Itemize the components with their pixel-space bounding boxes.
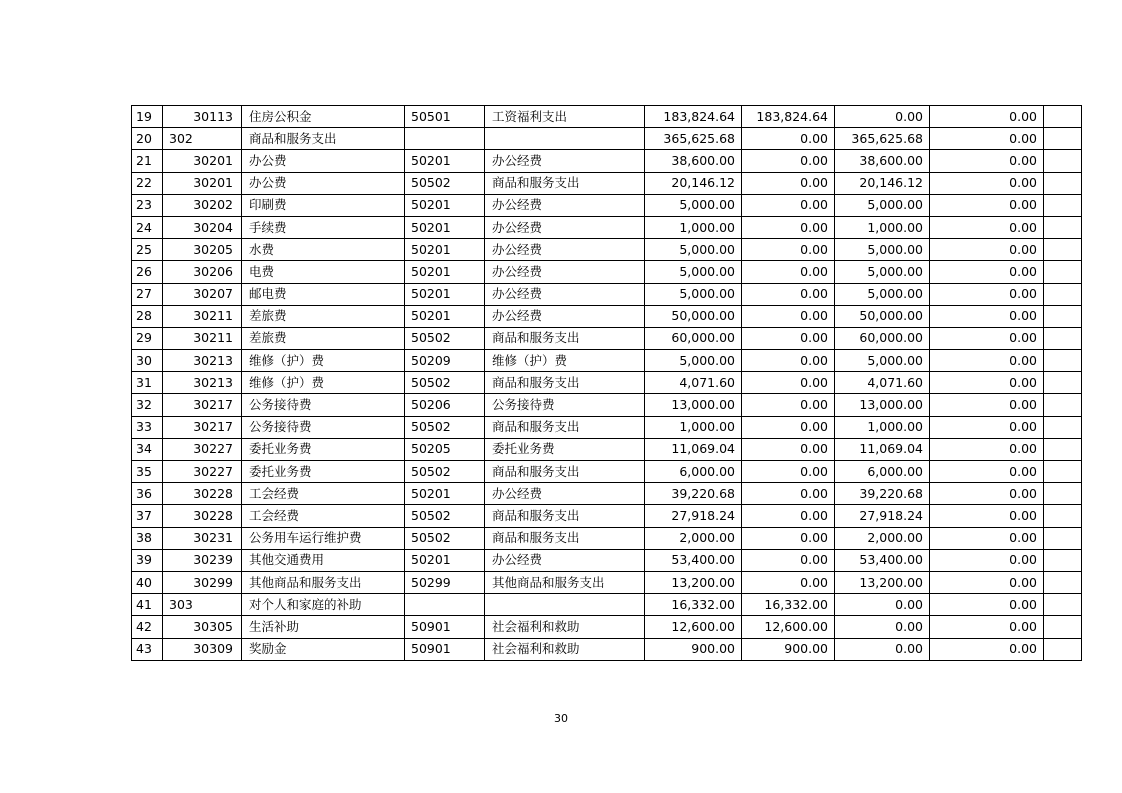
table-row bbox=[132, 438, 1082, 460]
other-amount-cell: 0.00 bbox=[930, 194, 1044, 216]
basic-expenditure-cell: 0.00 bbox=[742, 261, 835, 283]
econ-code-cell: 50201 bbox=[405, 216, 485, 238]
subject-name-cell: 其他商品和服务支出 bbox=[242, 571, 405, 593]
row-index-cell: 25 bbox=[132, 239, 163, 261]
table-row bbox=[132, 327, 1082, 349]
basic-expenditure-cell: 0.00 bbox=[742, 150, 835, 172]
total-amount-cell: 11,069.04 bbox=[645, 438, 742, 460]
basic-expenditure-cell: 12,600.00 bbox=[742, 616, 835, 638]
econ-name-cell: 其他商品和服务支出 bbox=[485, 571, 645, 593]
econ-name-cell: 商品和服务支出 bbox=[485, 505, 645, 527]
total-amount-cell: 365,625.68 bbox=[645, 128, 742, 150]
other-amount-cell: 0.00 bbox=[930, 483, 1044, 505]
extra-cell bbox=[1044, 128, 1082, 150]
other-amount-cell: 0.00 bbox=[930, 128, 1044, 150]
other-amount-cell: 0.00 bbox=[930, 305, 1044, 327]
econ-name-cell: 办公经费 bbox=[485, 194, 645, 216]
subject-name-cell: 差旅费 bbox=[242, 327, 405, 349]
row-index-cell: 26 bbox=[132, 261, 163, 283]
basic-expenditure-cell: 900.00 bbox=[742, 638, 835, 660]
project-expenditure-cell: 38,600.00 bbox=[835, 150, 930, 172]
subject-code-cell: 30227 bbox=[163, 438, 242, 460]
basic-expenditure-cell: 0.00 bbox=[742, 394, 835, 416]
basic-expenditure-cell: 0.00 bbox=[742, 483, 835, 505]
total-amount-cell: 900.00 bbox=[645, 638, 742, 660]
subject-code-cell: 30239 bbox=[163, 549, 242, 571]
total-amount-cell: 39,220.68 bbox=[645, 483, 742, 505]
basic-expenditure-cell: 0.00 bbox=[742, 350, 835, 372]
basic-expenditure-cell: 0.00 bbox=[742, 549, 835, 571]
econ-name-cell: 办公经费 bbox=[485, 305, 645, 327]
total-amount-cell: 27,918.24 bbox=[645, 505, 742, 527]
subject-name-cell: 公务接待费 bbox=[242, 416, 405, 438]
subject-name-cell: 公务接待费 bbox=[242, 394, 405, 416]
basic-expenditure-cell: 0.00 bbox=[742, 416, 835, 438]
extra-cell bbox=[1044, 106, 1082, 128]
table-row bbox=[132, 616, 1082, 638]
total-amount-cell: 183,824.64 bbox=[645, 106, 742, 128]
econ-code-cell: 50299 bbox=[405, 571, 485, 593]
total-amount-cell: 13,200.00 bbox=[645, 571, 742, 593]
subject-code-cell: 30201 bbox=[163, 150, 242, 172]
extra-cell bbox=[1044, 616, 1082, 638]
extra-cell bbox=[1044, 416, 1082, 438]
subject-code-cell: 30213 bbox=[163, 372, 242, 394]
subject-name-cell: 电费 bbox=[242, 261, 405, 283]
project-expenditure-cell: 6,000.00 bbox=[835, 461, 930, 483]
subject-code-cell: 302 bbox=[163, 128, 242, 150]
total-amount-cell: 2,000.00 bbox=[645, 527, 742, 549]
project-expenditure-cell: 2,000.00 bbox=[835, 527, 930, 549]
row-index-cell: 40 bbox=[132, 571, 163, 593]
econ-name-cell: 委托业务费 bbox=[485, 438, 645, 460]
table-row bbox=[132, 638, 1082, 660]
econ-name-cell: 社会福利和救助 bbox=[485, 616, 645, 638]
extra-cell bbox=[1044, 305, 1082, 327]
basic-expenditure-cell: 0.00 bbox=[742, 438, 835, 460]
budget-expenditure-table bbox=[131, 105, 1082, 661]
row-index-cell: 24 bbox=[132, 216, 163, 238]
basic-expenditure-cell: 0.00 bbox=[742, 461, 835, 483]
other-amount-cell: 0.00 bbox=[930, 616, 1044, 638]
subject-code-cell: 30205 bbox=[163, 239, 242, 261]
table-row bbox=[132, 394, 1082, 416]
extra-cell bbox=[1044, 549, 1082, 571]
extra-cell bbox=[1044, 394, 1082, 416]
basic-expenditure-cell: 16,332.00 bbox=[742, 594, 835, 616]
project-expenditure-cell: 53,400.00 bbox=[835, 549, 930, 571]
total-amount-cell: 16,332.00 bbox=[645, 594, 742, 616]
basic-expenditure-cell: 0.00 bbox=[742, 327, 835, 349]
total-amount-cell: 20,146.12 bbox=[645, 172, 742, 194]
basic-expenditure-cell: 0.00 bbox=[742, 305, 835, 327]
econ-code-cell: 50901 bbox=[405, 616, 485, 638]
project-expenditure-cell: 50,000.00 bbox=[835, 305, 930, 327]
subject-code-cell: 30299 bbox=[163, 571, 242, 593]
subject-name-cell: 委托业务费 bbox=[242, 461, 405, 483]
econ-name-cell: 办公经费 bbox=[485, 150, 645, 172]
extra-cell bbox=[1044, 283, 1082, 305]
row-index-cell: 20 bbox=[132, 128, 163, 150]
subject-code-cell: 303 bbox=[163, 594, 242, 616]
subject-name-cell: 办公费 bbox=[242, 172, 405, 194]
extra-cell bbox=[1044, 216, 1082, 238]
row-index-cell: 38 bbox=[132, 527, 163, 549]
project-expenditure-cell: 11,069.04 bbox=[835, 438, 930, 460]
econ-name-cell bbox=[485, 594, 645, 616]
econ-code-cell: 50502 bbox=[405, 172, 485, 194]
basic-expenditure-cell: 0.00 bbox=[742, 527, 835, 549]
subject-code-cell: 30228 bbox=[163, 505, 242, 527]
econ-name-cell: 维修（护）费 bbox=[485, 350, 645, 372]
subject-name-cell: 生活补助 bbox=[242, 616, 405, 638]
row-index-cell: 31 bbox=[132, 372, 163, 394]
econ-code-cell bbox=[405, 594, 485, 616]
project-expenditure-cell: 39,220.68 bbox=[835, 483, 930, 505]
table-row bbox=[132, 483, 1082, 505]
other-amount-cell: 0.00 bbox=[930, 150, 1044, 172]
project-expenditure-cell: 365,625.68 bbox=[835, 128, 930, 150]
project-expenditure-cell: 27,918.24 bbox=[835, 505, 930, 527]
econ-name-cell: 商品和服务支出 bbox=[485, 416, 645, 438]
row-index-cell: 34 bbox=[132, 438, 163, 460]
econ-name-cell: 办公经费 bbox=[485, 483, 645, 505]
econ-name-cell: 商品和服务支出 bbox=[485, 461, 645, 483]
econ-code-cell: 50502 bbox=[405, 372, 485, 394]
other-amount-cell: 0.00 bbox=[930, 438, 1044, 460]
extra-cell bbox=[1044, 194, 1082, 216]
subject-name-cell: 维修（护）费 bbox=[242, 350, 405, 372]
project-expenditure-cell: 1,000.00 bbox=[835, 416, 930, 438]
extra-cell bbox=[1044, 350, 1082, 372]
table-row bbox=[132, 150, 1082, 172]
other-amount-cell: 0.00 bbox=[930, 461, 1044, 483]
project-expenditure-cell: 5,000.00 bbox=[835, 239, 930, 261]
subject-name-cell: 邮电费 bbox=[242, 283, 405, 305]
row-index-cell: 35 bbox=[132, 461, 163, 483]
basic-expenditure-cell: 0.00 bbox=[742, 128, 835, 150]
econ-name-cell: 办公经费 bbox=[485, 216, 645, 238]
basic-expenditure-cell: 0.00 bbox=[742, 239, 835, 261]
econ-code-cell: 50201 bbox=[405, 305, 485, 327]
extra-cell bbox=[1044, 150, 1082, 172]
total-amount-cell: 13,000.00 bbox=[645, 394, 742, 416]
project-expenditure-cell: 13,200.00 bbox=[835, 571, 930, 593]
project-expenditure-cell: 20,146.12 bbox=[835, 172, 930, 194]
project-expenditure-cell: 5,000.00 bbox=[835, 261, 930, 283]
row-index-cell: 29 bbox=[132, 327, 163, 349]
project-expenditure-cell: 0.00 bbox=[835, 616, 930, 638]
subject-code-cell: 30305 bbox=[163, 616, 242, 638]
econ-code-cell: 50501 bbox=[405, 106, 485, 128]
basic-expenditure-cell: 0.00 bbox=[742, 172, 835, 194]
project-expenditure-cell: 13,000.00 bbox=[835, 394, 930, 416]
total-amount-cell: 53,400.00 bbox=[645, 549, 742, 571]
subject-code-cell: 30228 bbox=[163, 483, 242, 505]
other-amount-cell: 0.00 bbox=[930, 350, 1044, 372]
page-number: 30 bbox=[554, 712, 568, 725]
econ-code-cell: 50502 bbox=[405, 527, 485, 549]
basic-expenditure-cell: 0.00 bbox=[742, 216, 835, 238]
subject-name-cell: 维修（护）费 bbox=[242, 372, 405, 394]
subject-code-cell: 30217 bbox=[163, 416, 242, 438]
subject-name-cell: 委托业务费 bbox=[242, 438, 405, 460]
other-amount-cell: 0.00 bbox=[930, 638, 1044, 660]
econ-code-cell: 50201 bbox=[405, 261, 485, 283]
extra-cell bbox=[1044, 505, 1082, 527]
subject-name-cell: 水费 bbox=[242, 239, 405, 261]
econ-code-cell: 50502 bbox=[405, 327, 485, 349]
econ-code-cell: 50201 bbox=[405, 549, 485, 571]
econ-code-cell: 50502 bbox=[405, 461, 485, 483]
subject-code-cell: 30217 bbox=[163, 394, 242, 416]
extra-cell bbox=[1044, 327, 1082, 349]
econ-name-cell: 社会福利和救助 bbox=[485, 638, 645, 660]
table-row bbox=[132, 571, 1082, 593]
other-amount-cell: 0.00 bbox=[930, 327, 1044, 349]
table-row bbox=[132, 305, 1082, 327]
other-amount-cell: 0.00 bbox=[930, 416, 1044, 438]
row-index-cell: 19 bbox=[132, 106, 163, 128]
other-amount-cell: 0.00 bbox=[930, 372, 1044, 394]
total-amount-cell: 1,000.00 bbox=[645, 416, 742, 438]
subject-name-cell: 差旅费 bbox=[242, 305, 405, 327]
other-amount-cell: 0.00 bbox=[930, 239, 1044, 261]
econ-name-cell: 办公经费 bbox=[485, 549, 645, 571]
econ-code-cell: 50205 bbox=[405, 438, 485, 460]
econ-name-cell: 商品和服务支出 bbox=[485, 372, 645, 394]
table-row bbox=[132, 350, 1082, 372]
total-amount-cell: 1,000.00 bbox=[645, 216, 742, 238]
row-index-cell: 28 bbox=[132, 305, 163, 327]
other-amount-cell: 0.00 bbox=[930, 283, 1044, 305]
project-expenditure-cell: 4,071.60 bbox=[835, 372, 930, 394]
subject-name-cell: 其他交通费用 bbox=[242, 549, 405, 571]
other-amount-cell: 0.00 bbox=[930, 261, 1044, 283]
econ-code-cell: 50201 bbox=[405, 283, 485, 305]
basic-expenditure-cell: 0.00 bbox=[742, 283, 835, 305]
other-amount-cell: 0.00 bbox=[930, 106, 1044, 128]
project-expenditure-cell: 5,000.00 bbox=[835, 350, 930, 372]
table-body bbox=[132, 106, 1082, 661]
basic-expenditure-cell: 0.00 bbox=[742, 372, 835, 394]
subject-name-cell: 商品和服务支出 bbox=[242, 128, 405, 150]
basic-expenditure-cell: 0.00 bbox=[742, 571, 835, 593]
other-amount-cell: 0.00 bbox=[930, 549, 1044, 571]
econ-name-cell: 公务接待费 bbox=[485, 394, 645, 416]
subject-code-cell: 30227 bbox=[163, 461, 242, 483]
econ-name-cell: 办公经费 bbox=[485, 261, 645, 283]
table-row bbox=[132, 216, 1082, 238]
subject-code-cell: 30202 bbox=[163, 194, 242, 216]
row-index-cell: 32 bbox=[132, 394, 163, 416]
subject-name-cell: 印刷费 bbox=[242, 194, 405, 216]
total-amount-cell: 12,600.00 bbox=[645, 616, 742, 638]
econ-code-cell: 50201 bbox=[405, 150, 485, 172]
table-row bbox=[132, 172, 1082, 194]
total-amount-cell: 60,000.00 bbox=[645, 327, 742, 349]
table-row bbox=[132, 527, 1082, 549]
econ-code-cell: 50209 bbox=[405, 350, 485, 372]
subject-name-cell: 对个人和家庭的补助 bbox=[242, 594, 405, 616]
total-amount-cell: 38,600.00 bbox=[645, 150, 742, 172]
row-index-cell: 43 bbox=[132, 638, 163, 660]
subject-code-cell: 30213 bbox=[163, 350, 242, 372]
extra-cell bbox=[1044, 461, 1082, 483]
table-row bbox=[132, 594, 1082, 616]
project-expenditure-cell: 1,000.00 bbox=[835, 216, 930, 238]
row-index-cell: 23 bbox=[132, 194, 163, 216]
table-row bbox=[132, 283, 1082, 305]
project-expenditure-cell: 60,000.00 bbox=[835, 327, 930, 349]
total-amount-cell: 50,000.00 bbox=[645, 305, 742, 327]
total-amount-cell: 5,000.00 bbox=[645, 194, 742, 216]
subject-code-cell: 30207 bbox=[163, 283, 242, 305]
extra-cell bbox=[1044, 261, 1082, 283]
total-amount-cell: 5,000.00 bbox=[645, 350, 742, 372]
table-row bbox=[132, 239, 1082, 261]
other-amount-cell: 0.00 bbox=[930, 505, 1044, 527]
other-amount-cell: 0.00 bbox=[930, 172, 1044, 194]
table-row bbox=[132, 128, 1082, 150]
other-amount-cell: 0.00 bbox=[930, 571, 1044, 593]
basic-expenditure-cell: 183,824.64 bbox=[742, 106, 835, 128]
econ-code-cell: 50201 bbox=[405, 483, 485, 505]
subject-code-cell: 30113 bbox=[163, 106, 242, 128]
econ-name-cell: 办公经费 bbox=[485, 283, 645, 305]
econ-name-cell: 工资福利支出 bbox=[485, 106, 645, 128]
extra-cell bbox=[1044, 483, 1082, 505]
project-expenditure-cell: 0.00 bbox=[835, 106, 930, 128]
extra-cell bbox=[1044, 594, 1082, 616]
row-index-cell: 27 bbox=[132, 283, 163, 305]
table-row bbox=[132, 106, 1082, 128]
other-amount-cell: 0.00 bbox=[930, 594, 1044, 616]
total-amount-cell: 5,000.00 bbox=[645, 261, 742, 283]
table-row bbox=[132, 372, 1082, 394]
subject-code-cell: 30211 bbox=[163, 305, 242, 327]
subject-code-cell: 30309 bbox=[163, 638, 242, 660]
other-amount-cell: 0.00 bbox=[930, 216, 1044, 238]
subject-name-cell: 公务用车运行维护费 bbox=[242, 527, 405, 549]
row-index-cell: 33 bbox=[132, 416, 163, 438]
econ-name-cell bbox=[485, 128, 645, 150]
other-amount-cell: 0.00 bbox=[930, 527, 1044, 549]
row-index-cell: 21 bbox=[132, 150, 163, 172]
econ-code-cell: 50206 bbox=[405, 394, 485, 416]
subject-name-cell: 工会经费 bbox=[242, 483, 405, 505]
econ-code-cell: 50502 bbox=[405, 416, 485, 438]
table-row bbox=[132, 261, 1082, 283]
subject-code-cell: 30204 bbox=[163, 216, 242, 238]
basic-expenditure-cell: 0.00 bbox=[742, 194, 835, 216]
subject-name-cell: 手续费 bbox=[242, 216, 405, 238]
row-index-cell: 39 bbox=[132, 549, 163, 571]
econ-name-cell: 商品和服务支出 bbox=[485, 172, 645, 194]
row-index-cell: 22 bbox=[132, 172, 163, 194]
subject-name-cell: 住房公积金 bbox=[242, 106, 405, 128]
econ-name-cell: 办公经费 bbox=[485, 239, 645, 261]
project-expenditure-cell: 0.00 bbox=[835, 594, 930, 616]
subject-name-cell: 办公费 bbox=[242, 150, 405, 172]
econ-code-cell: 50201 bbox=[405, 194, 485, 216]
total-amount-cell: 6,000.00 bbox=[645, 461, 742, 483]
table-row bbox=[132, 461, 1082, 483]
extra-cell bbox=[1044, 239, 1082, 261]
extra-cell bbox=[1044, 372, 1082, 394]
extra-cell bbox=[1044, 638, 1082, 660]
other-amount-cell: 0.00 bbox=[930, 394, 1044, 416]
subject-code-cell: 30231 bbox=[163, 527, 242, 549]
project-expenditure-cell: 0.00 bbox=[835, 638, 930, 660]
econ-code-cell: 50502 bbox=[405, 505, 485, 527]
subject-code-cell: 30206 bbox=[163, 261, 242, 283]
econ-code-cell: 50201 bbox=[405, 239, 485, 261]
econ-name-cell: 商品和服务支出 bbox=[485, 527, 645, 549]
row-index-cell: 36 bbox=[132, 483, 163, 505]
project-expenditure-cell: 5,000.00 bbox=[835, 283, 930, 305]
subject-code-cell: 30211 bbox=[163, 327, 242, 349]
subject-name-cell: 工会经费 bbox=[242, 505, 405, 527]
row-index-cell: 42 bbox=[132, 616, 163, 638]
total-amount-cell: 5,000.00 bbox=[645, 283, 742, 305]
subject-code-cell: 30201 bbox=[163, 172, 242, 194]
econ-code-cell bbox=[405, 128, 485, 150]
extra-cell bbox=[1044, 172, 1082, 194]
total-amount-cell: 5,000.00 bbox=[645, 239, 742, 261]
extra-cell bbox=[1044, 438, 1082, 460]
project-expenditure-cell: 5,000.00 bbox=[835, 194, 930, 216]
table-row bbox=[132, 416, 1082, 438]
table-row bbox=[132, 194, 1082, 216]
table-row bbox=[132, 549, 1082, 571]
extra-cell bbox=[1044, 571, 1082, 593]
total-amount-cell: 4,071.60 bbox=[645, 372, 742, 394]
econ-code-cell: 50901 bbox=[405, 638, 485, 660]
econ-name-cell: 商品和服务支出 bbox=[485, 327, 645, 349]
extra-cell bbox=[1044, 527, 1082, 549]
row-index-cell: 30 bbox=[132, 350, 163, 372]
subject-name-cell: 奖励金 bbox=[242, 638, 405, 660]
table-row bbox=[132, 505, 1082, 527]
row-index-cell: 41 bbox=[132, 594, 163, 616]
row-index-cell: 37 bbox=[132, 505, 163, 527]
basic-expenditure-cell: 0.00 bbox=[742, 505, 835, 527]
